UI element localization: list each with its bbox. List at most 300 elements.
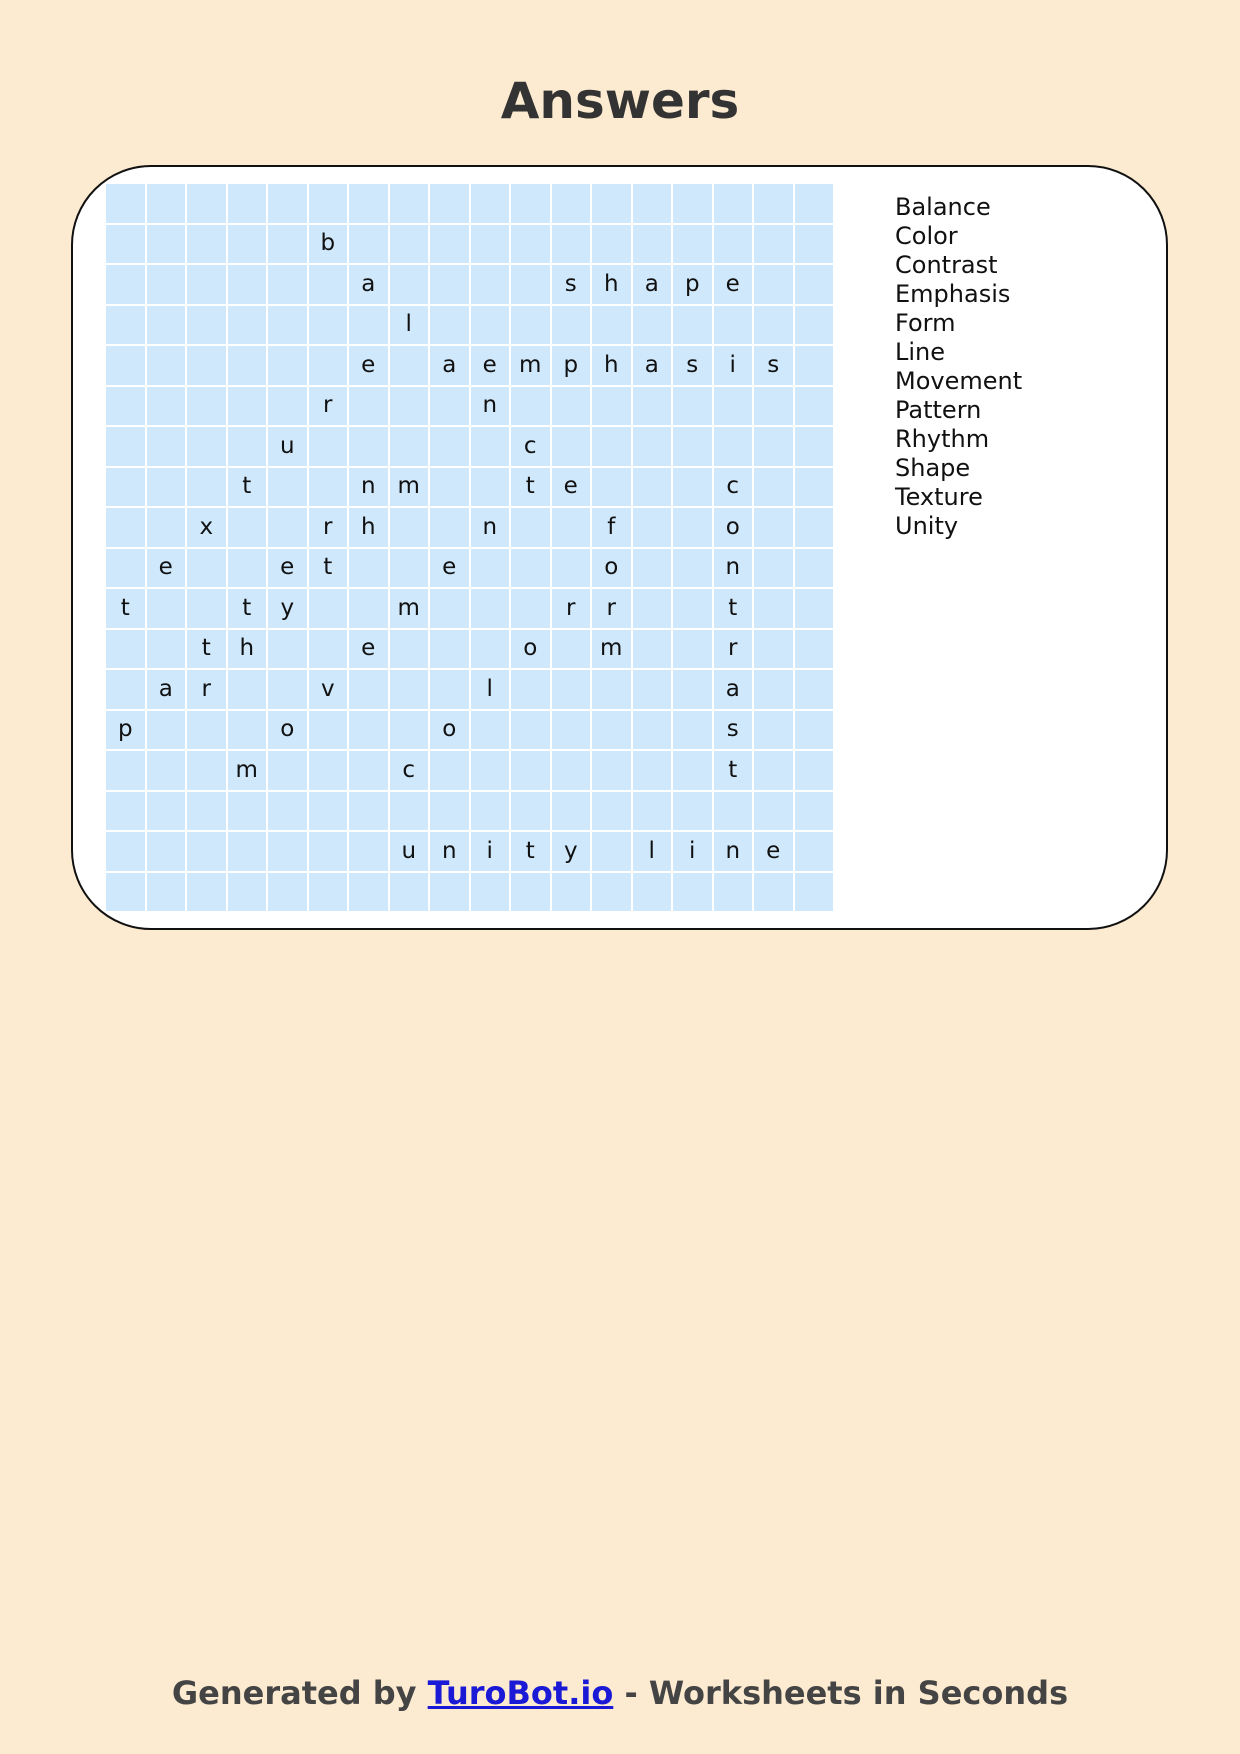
grid-cell <box>511 387 550 426</box>
grid-cell <box>147 346 186 385</box>
grid-cell <box>147 306 186 345</box>
grid-cell <box>633 670 672 709</box>
grid-cell <box>795 549 834 588</box>
grid-cell <box>309 792 348 831</box>
grid-cell <box>633 711 672 750</box>
grid-cell: e <box>714 265 753 304</box>
grid-cell <box>795 265 834 304</box>
grid-cell <box>349 549 388 588</box>
grid-cell <box>268 792 307 831</box>
grid-cell <box>714 792 753 831</box>
grid-cell <box>147 792 186 831</box>
footer-prefix: Generated by <box>171 1674 428 1712</box>
grid-cell: h <box>349 508 388 547</box>
grid-cell <box>795 306 834 345</box>
grid-cell <box>471 873 510 912</box>
grid-cell <box>430 427 469 466</box>
grid-cell <box>552 670 591 709</box>
grid-cell <box>673 711 712 750</box>
grid-cell: t <box>228 589 267 628</box>
word-list-item: Rhythm <box>895 425 990 453</box>
grid-cell <box>390 225 429 264</box>
grid-cell <box>471 184 510 223</box>
grid-cell <box>349 711 388 750</box>
grid-cell <box>228 427 267 466</box>
grid-cell: f <box>592 508 631 547</box>
grid-cell: i <box>714 346 753 385</box>
grid-cell: e <box>349 346 388 385</box>
grid-cell: n <box>471 508 510 547</box>
grid-cell <box>268 306 307 345</box>
grid-cell <box>633 225 672 264</box>
grid-cell <box>795 225 834 264</box>
word-list-item: Unity <box>895 512 959 540</box>
grid-cell <box>430 306 469 345</box>
grid-cell <box>228 670 267 709</box>
grid-cell <box>187 427 226 466</box>
grid-cell <box>754 792 793 831</box>
grid-cell <box>673 427 712 466</box>
grid-cell: o <box>592 549 631 588</box>
grid-cell <box>349 670 388 709</box>
grid-cell <box>754 873 793 912</box>
grid-cell <box>268 387 307 426</box>
grid-cell: c <box>390 751 429 790</box>
grid-cell: p <box>673 265 712 304</box>
grid-cell <box>430 630 469 669</box>
grid-cell: l <box>633 832 672 871</box>
grid-cell: c <box>714 468 753 507</box>
grid-cell <box>714 427 753 466</box>
grid-cell: r <box>552 589 591 628</box>
grid-cell: e <box>349 630 388 669</box>
grid-cell <box>228 549 267 588</box>
grid-cell: u <box>268 427 307 466</box>
grid-cell <box>228 225 267 264</box>
grid-cell <box>430 589 469 628</box>
grid-cell <box>795 427 834 466</box>
grid-cell <box>592 468 631 507</box>
grid-cell <box>106 225 145 264</box>
grid-cell <box>228 306 267 345</box>
word-list-item: Emphasis <box>895 280 1011 308</box>
grid-cell <box>309 630 348 669</box>
grid-cell <box>106 346 145 385</box>
grid-cell <box>471 468 510 507</box>
grid-cell <box>147 873 186 912</box>
grid-cell <box>714 873 753 912</box>
grid-cell <box>511 184 550 223</box>
grid-cell <box>754 468 793 507</box>
grid-cell: s <box>714 711 753 750</box>
grid-cell: n <box>714 549 753 588</box>
grid-cell <box>592 751 631 790</box>
grid-cell <box>754 670 793 709</box>
grid-cell <box>511 306 550 345</box>
grid-cell <box>511 711 550 750</box>
grid-cell <box>147 225 186 264</box>
grid-cell <box>633 387 672 426</box>
grid-cell <box>349 873 388 912</box>
grid-cell: e <box>430 549 469 588</box>
grid-cell: r <box>187 670 226 709</box>
grid-cell <box>106 751 145 790</box>
grid-cell <box>552 792 591 831</box>
grid-cell: c <box>511 427 550 466</box>
grid-cell: p <box>552 346 591 385</box>
word-search-grid <box>106 184 833 911</box>
grid-cell <box>106 832 145 871</box>
grid-cell <box>754 751 793 790</box>
grid-cell <box>471 751 510 790</box>
grid-cell <box>106 792 145 831</box>
grid-cell: m <box>390 468 429 507</box>
grid-cell <box>228 346 267 385</box>
grid-cell <box>430 184 469 223</box>
grid-cell <box>673 184 712 223</box>
grid-cell <box>349 184 388 223</box>
grid-cell: o <box>511 630 550 669</box>
grid-cell: u <box>390 832 429 871</box>
grid-cell <box>187 265 226 304</box>
grid-cell <box>511 751 550 790</box>
grid-cell <box>268 508 307 547</box>
grid-cell <box>471 589 510 628</box>
footer-suffix: - Worksheets in Seconds <box>613 1674 1069 1712</box>
grid-cell <box>309 589 348 628</box>
grid-cell <box>633 751 672 790</box>
grid-cell <box>106 306 145 345</box>
grid-cell <box>754 589 793 628</box>
grid-cell: t <box>714 589 753 628</box>
grid-cell: r <box>309 387 348 426</box>
grid-cell <box>592 792 631 831</box>
grid-cell: x <box>187 508 226 547</box>
page-title: Answers <box>500 72 740 130</box>
grid-cell <box>390 873 429 912</box>
grid-cell <box>430 387 469 426</box>
grid-cell <box>430 508 469 547</box>
word-list-item: Shape <box>895 454 971 482</box>
grid-cell <box>754 427 793 466</box>
grid-cell: t <box>714 751 753 790</box>
grid-cell <box>228 508 267 547</box>
grid-cell <box>795 468 834 507</box>
grid-cell: i <box>673 832 712 871</box>
grid-cell: m <box>228 751 267 790</box>
grid-cell: a <box>349 265 388 304</box>
grid-cell: n <box>471 387 510 426</box>
grid-cell <box>795 873 834 912</box>
grid-cell <box>511 265 550 304</box>
grid-cell <box>106 468 145 507</box>
grid-cell <box>349 427 388 466</box>
grid-cell <box>390 346 429 385</box>
grid-cell <box>349 792 388 831</box>
grid-cell <box>390 630 429 669</box>
grid-cell <box>228 792 267 831</box>
grid-cell <box>187 387 226 426</box>
grid-cell: a <box>633 265 672 304</box>
grid-cell <box>714 225 753 264</box>
grid-cell <box>673 225 712 264</box>
grid-cell <box>552 184 591 223</box>
grid-cell: n <box>714 832 753 871</box>
grid-cell: h <box>228 630 267 669</box>
grid-cell <box>471 630 510 669</box>
grid-cell <box>147 468 186 507</box>
grid-cell <box>673 387 712 426</box>
grid-cell <box>187 468 226 507</box>
word-list-item: Contrast <box>895 251 998 279</box>
word-list-item: Movement <box>895 367 1023 395</box>
grid-cell: l <box>390 306 429 345</box>
grid-cell <box>714 184 753 223</box>
grid-cell: p <box>106 711 145 750</box>
grid-cell <box>511 508 550 547</box>
grid-cell <box>754 711 793 750</box>
grid-cell <box>795 508 834 547</box>
puzzle-panel <box>71 165 1168 930</box>
grid-cell <box>795 184 834 223</box>
grid-cell <box>390 508 429 547</box>
grid-cell: y <box>268 589 307 628</box>
grid-cell <box>795 670 834 709</box>
word-list-item: Line <box>895 338 946 366</box>
grid-cell <box>147 711 186 750</box>
grid-cell <box>268 265 307 304</box>
grid-cell <box>552 711 591 750</box>
grid-cell: a <box>714 670 753 709</box>
grid-cell: s <box>552 265 591 304</box>
grid-cell <box>592 670 631 709</box>
grid-cell <box>349 832 388 871</box>
grid-cell <box>795 832 834 871</box>
grid-cell <box>147 832 186 871</box>
grid-cell: s <box>754 346 793 385</box>
grid-cell: m <box>390 589 429 628</box>
grid-cell <box>106 630 145 669</box>
grid-cell <box>430 873 469 912</box>
grid-cell: i <box>471 832 510 871</box>
grid-cell: v <box>309 670 348 709</box>
grid-cell <box>552 225 591 264</box>
grid-cell <box>430 792 469 831</box>
grid-cell <box>390 265 429 304</box>
grid-cell <box>592 427 631 466</box>
grid-cell <box>633 873 672 912</box>
grid-cell <box>633 306 672 345</box>
grid-cell <box>511 873 550 912</box>
grid-cell <box>147 751 186 790</box>
grid-cell <box>633 508 672 547</box>
grid-cell: e <box>268 549 307 588</box>
grid-cell <box>552 306 591 345</box>
grid-cell: b <box>309 225 348 264</box>
grid-cell <box>592 184 631 223</box>
grid-cell <box>187 346 226 385</box>
grid-cell <box>795 630 834 669</box>
grid-cell <box>106 508 145 547</box>
grid-cell <box>349 306 388 345</box>
grid-cell <box>268 468 307 507</box>
grid-cell: o <box>268 711 307 750</box>
grid-cell <box>309 711 348 750</box>
grid-cell <box>390 184 429 223</box>
grid-cell <box>471 265 510 304</box>
grid-cell <box>673 468 712 507</box>
grid-cell <box>795 346 834 385</box>
grid-cell <box>147 387 186 426</box>
grid-cell <box>633 549 672 588</box>
grid-cell <box>268 873 307 912</box>
grid-cell <box>552 751 591 790</box>
grid-cell <box>390 387 429 426</box>
grid-cell <box>390 549 429 588</box>
grid-cell <box>309 346 348 385</box>
grid-cell <box>268 670 307 709</box>
grid-cell <box>592 387 631 426</box>
grid-cell: n <box>349 468 388 507</box>
grid-cell <box>390 792 429 831</box>
grid-cell <box>795 387 834 426</box>
grid-cell <box>795 792 834 831</box>
grid-cell: a <box>147 670 186 709</box>
grid-cell <box>106 549 145 588</box>
grid-cell: o <box>714 508 753 547</box>
grid-cell <box>471 306 510 345</box>
grid-cell <box>633 792 672 831</box>
grid-cell: e <box>754 832 793 871</box>
grid-cell <box>187 306 226 345</box>
grid-cell <box>471 225 510 264</box>
grid-cell <box>187 873 226 912</box>
grid-cell <box>106 427 145 466</box>
word-list-item: Pattern <box>895 396 982 424</box>
grid-cell <box>309 306 348 345</box>
grid-cell <box>673 306 712 345</box>
word-list-item: Form <box>895 309 956 337</box>
grid-cell <box>309 265 348 304</box>
grid-cell <box>106 670 145 709</box>
grid-cell <box>754 387 793 426</box>
grid-cell <box>309 873 348 912</box>
grid-cell <box>633 589 672 628</box>
grid-cell <box>673 549 712 588</box>
footer <box>0 1673 1240 1713</box>
grid-cell: l <box>471 670 510 709</box>
grid-cell <box>268 225 307 264</box>
grid-cell: y <box>552 832 591 871</box>
grid-cell <box>187 751 226 790</box>
grid-cell <box>552 549 591 588</box>
word-list <box>895 193 1022 541</box>
grid-cell <box>228 265 267 304</box>
grid-cell <box>390 427 429 466</box>
grid-cell <box>552 387 591 426</box>
grid-cell <box>147 508 186 547</box>
grid-cell <box>511 792 550 831</box>
grid-cell <box>309 468 348 507</box>
grid-cell <box>673 751 712 790</box>
grid-cell: t <box>511 832 550 871</box>
grid-cell <box>268 346 307 385</box>
grid-cell: m <box>511 346 550 385</box>
grid-cell: h <box>592 265 631 304</box>
grid-cell <box>430 670 469 709</box>
grid-cell: h <box>592 346 631 385</box>
grid-cell <box>268 630 307 669</box>
grid-cell <box>471 427 510 466</box>
grid-cell <box>187 832 226 871</box>
grid-cell <box>673 630 712 669</box>
grid-cell <box>430 751 469 790</box>
grid-cell <box>633 468 672 507</box>
grid-cell: e <box>147 549 186 588</box>
grid-cell <box>187 549 226 588</box>
grid-cell <box>471 549 510 588</box>
word-list-item: Balance <box>895 193 991 221</box>
grid-cell: a <box>633 346 672 385</box>
grid-cell <box>147 265 186 304</box>
grid-cell <box>754 549 793 588</box>
grid-cell <box>309 832 348 871</box>
grid-cell: t <box>511 468 550 507</box>
grid-cell <box>633 427 672 466</box>
grid-cell <box>552 508 591 547</box>
grid-cell: e <box>471 346 510 385</box>
grid-cell: o <box>430 711 469 750</box>
grid-cell <box>592 225 631 264</box>
grid-cell <box>430 265 469 304</box>
grid-cell: s <box>673 346 712 385</box>
grid-cell <box>309 427 348 466</box>
grid-cell <box>471 711 510 750</box>
grid-cell <box>147 589 186 628</box>
grid-cell <box>187 711 226 750</box>
grid-cell <box>228 832 267 871</box>
grid-cell <box>552 873 591 912</box>
grid-cell <box>349 589 388 628</box>
word-list-item: Color <box>895 222 958 250</box>
word-list-item: Texture <box>895 483 983 511</box>
grid-cell: a <box>430 346 469 385</box>
grid-cell <box>268 184 307 223</box>
grid-cell <box>349 751 388 790</box>
grid-cell <box>430 225 469 264</box>
grid-cell <box>714 306 753 345</box>
grid-cell <box>106 265 145 304</box>
grid-cell <box>511 549 550 588</box>
grid-cell: r <box>714 630 753 669</box>
grid-cell <box>795 751 834 790</box>
grid-cell <box>106 184 145 223</box>
grid-cell <box>430 468 469 507</box>
grid-cell <box>390 670 429 709</box>
grid-cell <box>228 711 267 750</box>
grid-cell <box>754 225 793 264</box>
grid-cell <box>673 792 712 831</box>
grid-cell <box>106 387 145 426</box>
turobot-link[interactable]: TuroBot.io <box>427 1674 614 1712</box>
grid-cell <box>592 873 631 912</box>
grid-cell <box>592 711 631 750</box>
grid-cell <box>754 630 793 669</box>
grid-cell: e <box>552 468 591 507</box>
grid-cell <box>754 184 793 223</box>
grid-cell <box>673 589 712 628</box>
grid-cell <box>349 387 388 426</box>
